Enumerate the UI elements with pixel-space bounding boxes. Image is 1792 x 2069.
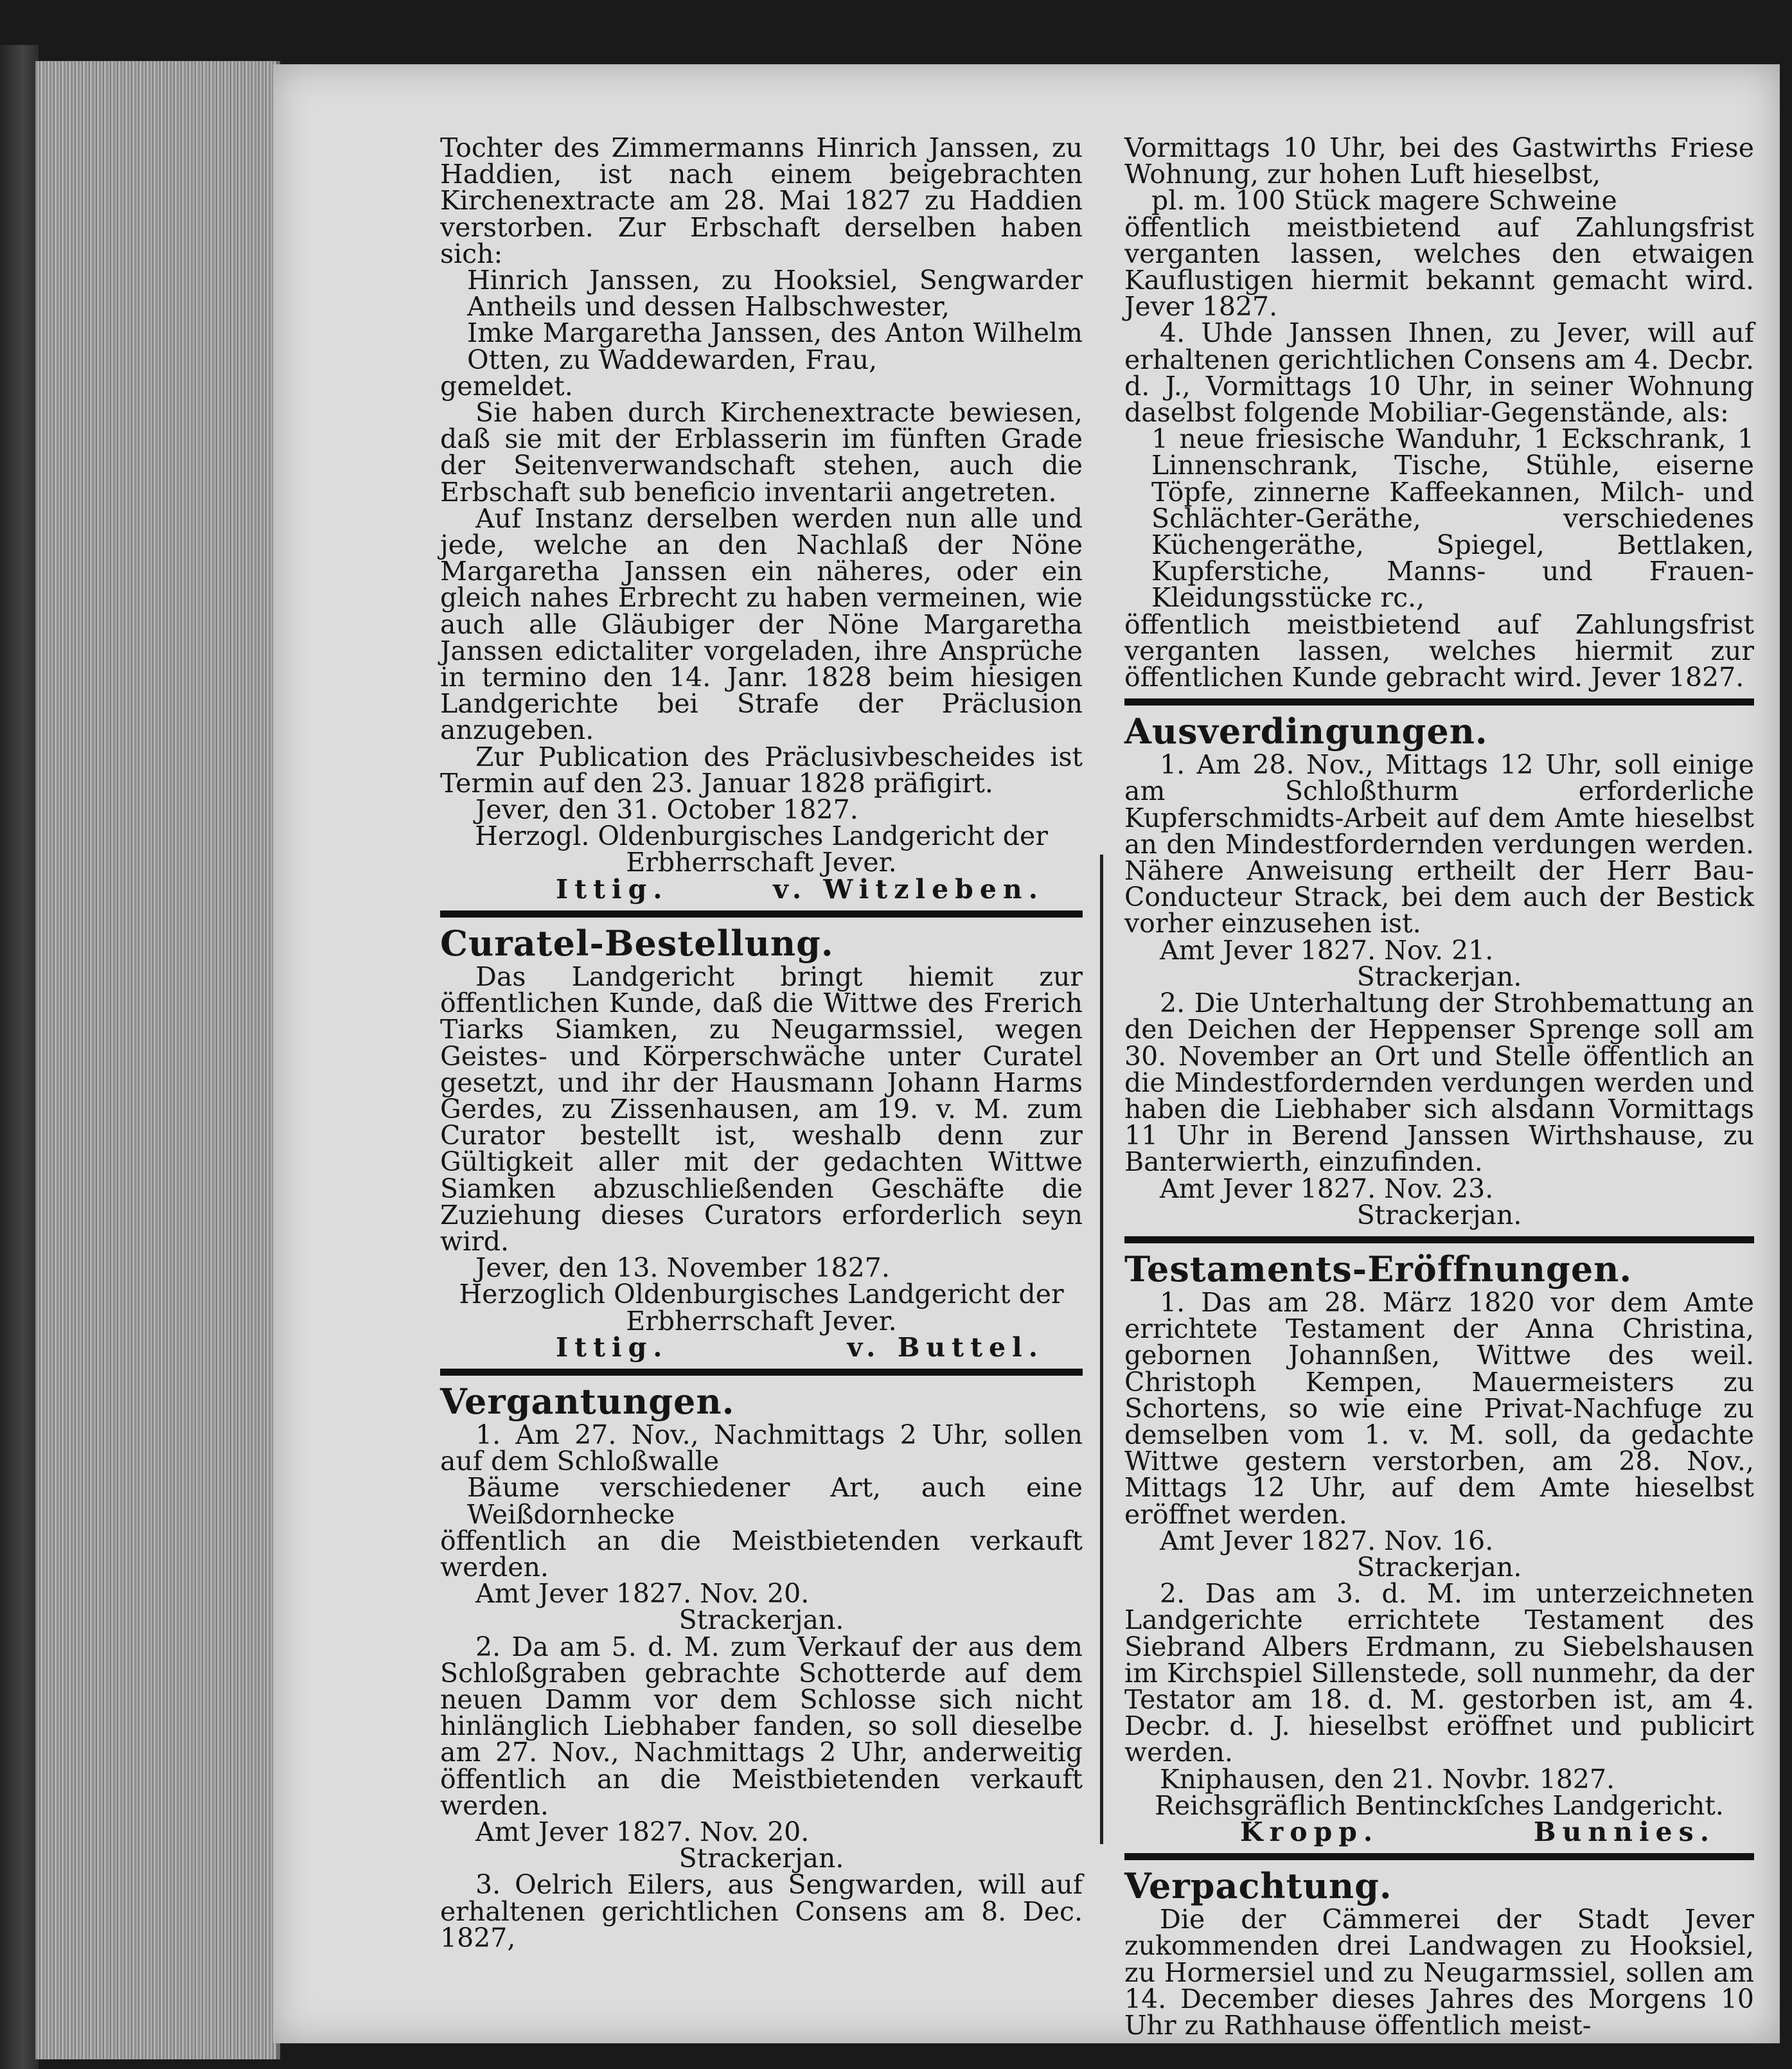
paragraph: Das Landgericht bringt hiemit zur öffentlichen Kunde, daß die Wittwe des Frerich Tiarks Siamken, zu Neugarmssiel, wegen Geistes- und Körperschwäche unter Curatel gesetzt, und ihr der Hausmann Johann Harms Gerdes, zu Zissenhausen, am 19. v. M. zum Curator bestellt ist, weshalb denn zur Gültigkeit aller mit der gedachten Wittwe Siamken abzuschließenden Geschäfte die Zuziehung dieses Curators erforderlich seyn wird.	[440, 961, 1083, 1257]
section-heading: Vergantungen.	[440, 1380, 735, 1422]
centered-line: Strackerjan.	[679, 1604, 844, 1636]
centered-line: Strackerjan.	[1356, 961, 1522, 992]
book-cover-edge	[0, 45, 39, 2069]
paragraph: Zur Publication des Präclusivbescheides ist Termin auf den 23. Januar 1828 präfigirt.	[440, 741, 1083, 799]
paragraph: Jever, den 13. November 1827.	[475, 1252, 890, 1284]
centered-line: Strackerjan.	[1356, 1199, 1522, 1230]
section-rule	[440, 910, 1083, 918]
paragraph: 3. Oelrich Eilers, aus Sengwarden, will auf erhaltenen gerichtlichen Consens am 8. Dec. 1827,	[440, 1869, 1083, 1953]
paragraph: Die der Cämmerei der Stadt Jever zukommenden drei Landwagen zu Hooksiel, zu Hormersiel und zu Neugarmssiel, sollen am 14. December dieses Jahres des Morgens 10 Uhr zu Rathhause öffentlich meist-	[1124, 1904, 1754, 2041]
indented-item: pl. m. 100 Stück magere Schweine	[1151, 185, 1617, 217]
signature-left: Ittig.	[556, 1331, 669, 1363]
section-rule	[440, 1369, 1083, 1376]
section-rule	[1124, 698, 1754, 706]
signature-left: Ittig.	[556, 873, 669, 905]
paragraph: Amt Jever 1827. Nov. 21.	[1160, 934, 1494, 966]
paragraph: Kniphausen, den 21. Novbr. 1827.	[1160, 1763, 1615, 1795]
paragraph: öffentlich meistbietend auf Zahlungsfrist verganten lassen, welches den etwaigen Kauflustigen hiermit bekannt gemacht wird. Jever 1827.	[1124, 211, 1754, 323]
paragraph: öffentlich meistbietend auf Zahlungsfrist verganten lassen, welches hiermit zur öffentlichen Kunde gebracht wird. Jever 1827.	[1124, 608, 1754, 693]
section-rule	[1124, 1853, 1754, 1860]
paragraph: 1. Das am 28. März 1820 vor dem Amte errichtete Testament der Anna Christina, gebornen Johannßen, Wittwe des weil. Christoph Kempen, Mauermeisters zu Schortens, so wie eine Privat-Nachfuge zu demselben vom 1. v. M. soll, da gedachte Wittwe gestern verstorben, am 28. Nov., Mittags 12 Uhr, auf dem Amte hieselbst eröffnet werden.	[1124, 1286, 1754, 1530]
paragraph: 2. Da am 5. d. M. zum Verkauf der aus dem Schloßgraben gebrachte Schotterde auf dem neuen Damm vor dem Schlosse sich nicht hinlänglich Liebhaber fanden, so soll dieselbe am 27. Nov., Nachmittags 2 Uhr, anderweitig öffentlich an die Meistbietenden verkauft werden.	[440, 1631, 1083, 1821]
paragraph: Sie haben durch Kirchenextracte bewiesen, daß sie mit der Erblasserin im fünften Grade der Seitenverwandschaft stehen, auch die Erbschaft sub beneficio inventarii angetreten.	[440, 397, 1083, 508]
paragraph: Amt Jever 1827. Nov. 20.	[475, 1816, 810, 1847]
centered-line: Herzoglich Oldenburgisches Landgericht der Erbherrschaft Jever.	[459, 1279, 1064, 1336]
section-heading: Curatel-Bestellung.	[440, 922, 834, 964]
paragraph: öffentlich an die Meistbietenden verkauft werden.	[440, 1525, 1083, 1583]
paragraph: Amt Jever 1827. Nov. 23.	[1160, 1173, 1494, 1204]
paragraph: 2. Die Unterhaltung der Strohbemattung an den Deichen der Heppenser Sprenge soll am 30. November an Ort und Stelle öffentlich an die Mindestfordernden verdungen werden und haben die Liebhaber sich alsdann Vormittags 11 Uhr in Berend Janssen Wirthshause, zu Banterwierth, einzufinden.	[1124, 988, 1754, 1178]
book-page-edges	[35, 61, 280, 2059]
signature-right: v. Buttel.	[847, 1331, 1044, 1363]
section-heading: Ausverdingungen.	[1124, 711, 1488, 752]
centered-line: Strackerjan.	[1356, 1551, 1522, 1583]
paragraph: Jever, den 31. October 1827.	[475, 794, 858, 826]
paragraph: 1. Am 27. Nov., Nachmittags 2 Uhr, sollen auf dem Schloßwalle	[440, 1419, 1083, 1477]
indented-item: Imke Margaretha Janssen, des Anton Wilhelm Otten, zu Waddewarden, Frau,	[467, 317, 1083, 375]
centered-line: Reichsgräflich Bentinckſches Landgericht.	[1155, 1789, 1724, 1821]
signature-row	[440, 1331, 1083, 1363]
signature-right: Bunnies.	[1533, 1816, 1716, 1847]
column-divider	[1100, 855, 1103, 1844]
section-rule	[1124, 1236, 1754, 1243]
centered-line: Herzogl. Oldenburgisches Landgericht der Erbherrschaft Jever.	[475, 821, 1048, 878]
paragraph: Tochter des Zimmermanns Hinrich Janssen, zu Haddien, ist nach einem beigebrachten Kirchenextracte am 28. Mai 1827 zu Haddien verstorben. Zur Erbschaft derselben haben sich:	[440, 132, 1083, 269]
indented-item: Hinrich Janssen, zu Hooksiel, Sengwarder Antheils und dessen Halbschwester,	[467, 265, 1083, 323]
signature-right: v. Witzleben.	[773, 873, 1044, 905]
indented-item: 1 neue friesische Wanduhr, 1 Eckschrank, 1 Linnenschrank, Tische, Stühle, eiserne Töpfe, zinnerne Kaffeekannen, Milch- und Schlächter-Geräthe, verschiedenes Küchengeräthe, Spiegel, Bettlaken, Kupferstiche, Manns- und Frauen-Kleidungsstücke rc.,	[1151, 423, 1754, 614]
left-column	[440, 132, 1083, 1953]
paragraph: gemeldet.	[440, 370, 573, 402]
paragraph: 2. Das am 3. d. M. im unterzeichneten Landgerichte errichtete Testament des Siebrand Albers Erdmann, zu Siebelshausen im Kirchspiel Sillenstede, soll nunmehr, da der Testator am 18. d. M. gestorben ist, am 4. Decbr. d. J. hieselbst eröffnet und publicirt werden.	[1124, 1578, 1754, 1768]
paragraph: Amt Jever 1827. Nov. 20.	[475, 1578, 810, 1610]
paragraph: Auf Instanz derselben werden nun alle und jede, welche an den Nachlaß der Nöne Margaretha Janssen ein näheres, oder ein gleich nahes Erbrecht zu haben vermeinen, wie auch alle Gläubiger der Nöne Margaretha Janssen edictaliter vorgeladen, ihre Ansprüche in termino den 14. Janr. 1828 beim hiesigen Landgerichte bei Strafe der Präclusion anzugeben.	[440, 502, 1083, 746]
right-column	[1124, 132, 1754, 2041]
signature-left: Kropp.	[1240, 1816, 1379, 1847]
signature-row	[440, 873, 1083, 905]
centered-line: Strackerjan.	[679, 1843, 844, 1874]
section-heading: Testaments-Eröffnungen.	[1124, 1248, 1633, 1290]
paragraph: Amt Jever 1827. Nov. 16.	[1160, 1525, 1494, 1556]
paragraph: 4. Uhde Janssen Ihnen, zu Jever, will auf erhaltenen gerichtlichen Consens am 4. Decbr. d. J., Vormittags 10 Uhr, in seiner Wohnung daselbst folgende Mobiliar-Gegenstände, als:	[1124, 317, 1754, 429]
paragraph: 1. Am 28. Nov., Mittags 12 Uhr, soll einige am Schloßthurm erforderliche Kupferschmidts-Arbeit auf dem Amte hieselbst an den Mindestfordernden verdungen werden. Nähere Anweisung ertheilt der Herr Bau-Conducteur Strack, bei dem auch der Bestick vorher einzusehen ist.	[1124, 749, 1754, 939]
paragraph: Vormittags 10 Uhr, bei des Gastwirths Friese Wohnung, zur hohen Luft hieselbst,	[1124, 132, 1754, 190]
indented-item: Bäume verschiedener Art, auch eine Weißdornhecke	[467, 1472, 1083, 1530]
section-heading: Verpachtung.	[1124, 1865, 1392, 1907]
signature-row	[1124, 1816, 1754, 1847]
